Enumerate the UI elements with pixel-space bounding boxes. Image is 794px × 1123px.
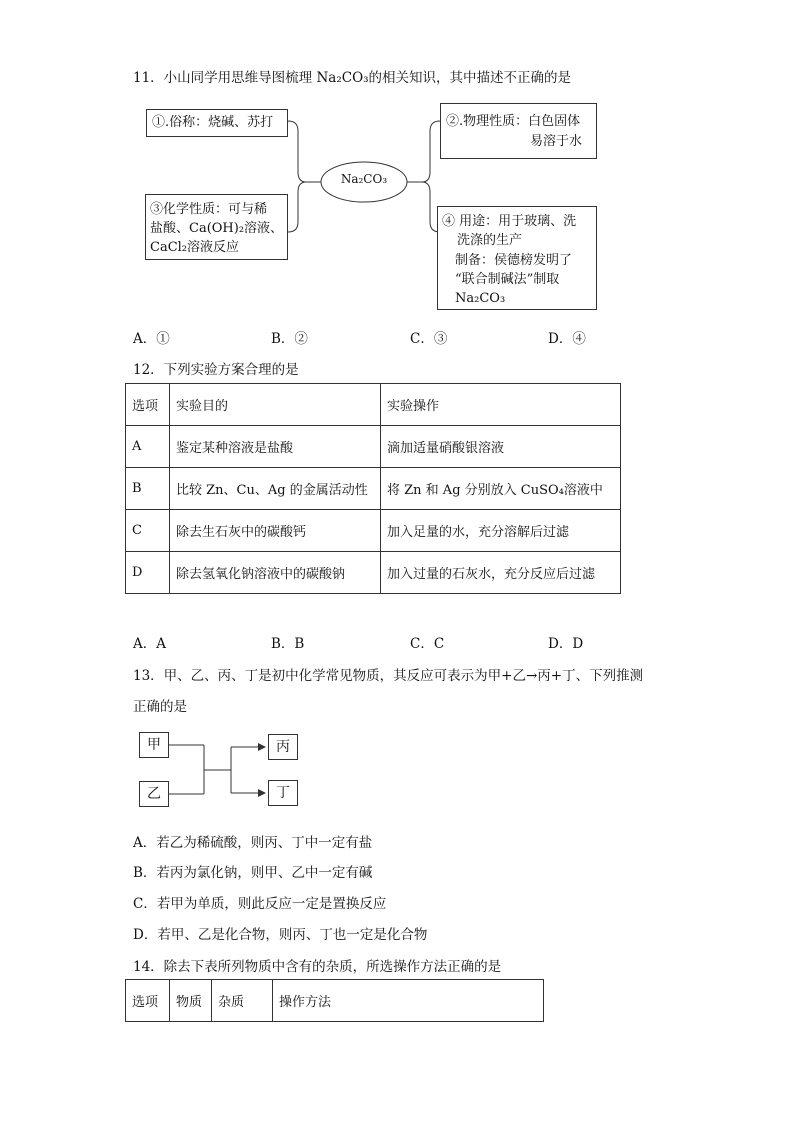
table-cell: D — [126, 552, 170, 594]
mindmap-box-3-line3: CaCl₂溶液反应 — [150, 240, 240, 255]
product-ding: 丁 — [268, 780, 298, 806]
q12-table — [125, 383, 621, 594]
table-cell: 鉴定某种溶液是盐酸 — [170, 426, 381, 468]
table-cell: A — [126, 426, 170, 468]
mindmap-box-1-text: ①.俗称：烧碱、苏打 — [152, 115, 274, 130]
table-header-cell: 操作方法 — [273, 980, 544, 1022]
q12-option-c[interactable]: C．C — [410, 636, 445, 652]
mindmap-box-4-line1: ④ 用途：用于玻璃、洗 — [442, 214, 577, 229]
mindmap-box-4-line5: Na₂CO₃ — [455, 291, 506, 306]
table-cell: 比较 Zn、Cu、Ag 的金属活动性 — [170, 468, 381, 510]
table-header-cell: 杂质 — [212, 980, 273, 1022]
q11-option-b[interactable]: B．② — [271, 331, 308, 347]
mindmap-box-2-line1: ②.物理性质：白色固体 — [446, 114, 581, 129]
table-cell: 加入过量的石灰水，充分反应后过滤 — [381, 552, 621, 594]
reaction-connectors — [0, 720, 400, 820]
table-cell: 滴加适量硝酸银溶液 — [381, 426, 621, 468]
table-cell: 除去生石灰中的碳酸钙 — [170, 510, 381, 552]
q12-option-a[interactable]: A．A — [133, 636, 166, 652]
table-row — [126, 426, 621, 468]
q13-option-b[interactable]: B．若丙为氯化钠，则甲、乙中一定有碱 — [133, 865, 373, 881]
reactant-yi: 乙 — [139, 781, 169, 807]
q11-option-d[interactable]: D．④ — [548, 331, 586, 347]
q13-stem-line1: 13．甲、乙、丙、丁是初中化学常见物质，其反应可表示为甲+乙→丙+丁、下列推测 — [133, 668, 644, 684]
mindmap-box-3-line2: 盐酸、Ca(OH)₂溶液、 — [150, 221, 284, 236]
table-header-cell: 物质 — [170, 980, 212, 1022]
table-header-row — [126, 980, 544, 1022]
mindmap-connectors — [0, 0, 794, 330]
q14-stem: 14．除去下表所列物质中含有的杂质，所选操作方法正确的是 — [133, 959, 502, 975]
q12-stem: 12．下列实验方案合理的是 — [133, 362, 299, 378]
mindmap-box-2-line2: 易溶于水 — [530, 134, 583, 149]
table-row — [126, 552, 621, 594]
reactant-jia: 甲 — [139, 732, 169, 758]
table-row — [126, 510, 621, 552]
table-header-cell: 实验目的 — [170, 384, 381, 426]
q13-option-d[interactable]: D．若甲、乙是化合物，则丙、丁也一定是化合物 — [133, 927, 428, 943]
q14-table — [125, 979, 544, 1022]
q13-option-a[interactable]: A．若乙为稀硫酸，则丙、丁中一定有盐 — [133, 835, 373, 851]
table-cell: 将 Zn 和 Ag 分别放入 CuSO₄溶液中 — [381, 468, 621, 510]
table-cell: 加入足量的水，充分溶解后过滤 — [381, 510, 621, 552]
mindmap-box-4-line3: 制备：侯德榜发明了 — [455, 253, 573, 268]
q11-stem: 11．小山同学用思维导图梳理 Na₂CO₃的相关知识，其中描述不正确的是 — [133, 70, 572, 86]
table-header-cell: 选项 — [126, 384, 170, 426]
mindmap-box-4-line2: 洗涤的生产 — [457, 233, 523, 248]
mindmap-box-4-line4: “联合制碱法”制取 — [455, 272, 560, 287]
mindmap-box-3-line1: ③化学性质：可与稀 — [150, 202, 268, 217]
table-row — [126, 468, 621, 510]
table-cell: B — [126, 468, 170, 510]
product-bing: 丙 — [268, 734, 298, 760]
q11-option-a[interactable]: A．① — [133, 331, 170, 347]
table-cell: 除去氢氧化钠溶液中的碳酸钠 — [170, 552, 381, 594]
q13-stem-line2: 正确的是 — [133, 699, 187, 715]
mindmap-center: Na₂CO₃ — [340, 172, 388, 186]
q11-option-c[interactable]: C．③ — [410, 331, 448, 347]
q13-option-c[interactable]: C．若甲为单质，则此反应一定是置换反应 — [133, 896, 387, 912]
table-cell: C — [126, 510, 170, 552]
q12-option-b[interactable]: B．B — [271, 636, 305, 652]
table-header-cell: 选项 — [126, 980, 170, 1022]
table-header-cell: 实验操作 — [381, 384, 621, 426]
q12-option-d[interactable]: D．D — [548, 636, 584, 652]
table-header-row — [126, 384, 621, 426]
